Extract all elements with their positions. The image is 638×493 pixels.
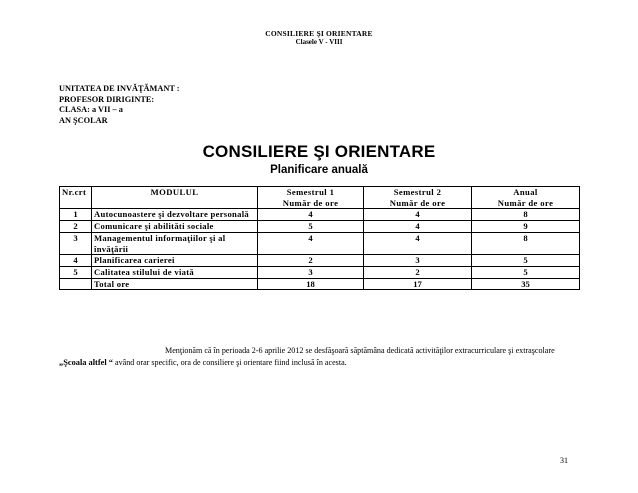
col-header-anual-title: Anual bbox=[513, 187, 538, 197]
planning-table bbox=[59, 186, 580, 290]
total-label: Total ore bbox=[92, 278, 258, 290]
meta-clasa: CLASA: a VII – a bbox=[59, 105, 123, 115]
row-modul: Comunicare şi abilităti sociale bbox=[92, 221, 258, 233]
page-title: CONSILIERE ŞI ORIENTARE bbox=[202, 142, 436, 161]
col-header-anual bbox=[472, 187, 580, 209]
row-anual: 8 bbox=[472, 209, 580, 221]
row-nr: 1 bbox=[60, 209, 92, 221]
row-sem2: 4 bbox=[364, 221, 472, 233]
row-anual: 5 bbox=[472, 266, 580, 278]
meta-unitatea: UNITATEA DE INVĂŢĂMANT : bbox=[59, 84, 180, 93]
col-header-sem1-title: Semestrul 1 bbox=[286, 187, 335, 197]
table-row bbox=[60, 255, 580, 267]
row-anual: 9 bbox=[472, 221, 580, 233]
table-row bbox=[60, 232, 580, 254]
total-nr bbox=[60, 278, 92, 290]
row-sem1: 3 bbox=[258, 266, 364, 278]
col-header-sem1-unit: Număr de ore bbox=[282, 197, 339, 208]
table-total-row bbox=[60, 278, 580, 290]
row-modul: Calitatea stilului de viată bbox=[92, 266, 258, 278]
meta-profesor: PROFESOR DIRIGINTE: bbox=[59, 94, 155, 104]
table-row bbox=[60, 221, 580, 233]
row-nr: 2 bbox=[60, 221, 92, 233]
table-header-row bbox=[60, 187, 580, 209]
header-subtitle: Clasele V - VIII bbox=[295, 38, 343, 46]
row-nr: 3 bbox=[60, 232, 92, 254]
total-anual: 35 bbox=[472, 278, 580, 290]
row-sem2: 4 bbox=[364, 209, 472, 221]
meta-an-scolar: AN ŞCOLAR bbox=[59, 115, 108, 125]
footnote-bold: „Şcoala altfel “ bbox=[59, 357, 113, 367]
col-header-sem1 bbox=[258, 187, 364, 209]
col-header-sem2 bbox=[364, 187, 472, 209]
row-sem1: 2 bbox=[258, 255, 364, 267]
table-row bbox=[60, 266, 580, 278]
total-sem2: 17 bbox=[364, 278, 472, 290]
row-sem2: 3 bbox=[364, 255, 472, 267]
row-modul: Managementul informaţiilor şi al învăţării bbox=[92, 232, 258, 254]
header-title: CONSILIERE ŞI ORIENTARE bbox=[265, 29, 373, 38]
row-modul: Autocunoastere şi dezvoltare personală bbox=[92, 209, 258, 221]
row-modul: Planificarea carierei bbox=[92, 255, 258, 267]
document-meta bbox=[59, 84, 180, 126]
row-nr: 5 bbox=[60, 266, 92, 278]
col-header-nr: Nr.crt bbox=[60, 187, 92, 209]
row-anual: 5 bbox=[472, 255, 580, 267]
col-header-sem2-unit: Număr de ore bbox=[389, 197, 446, 208]
row-sem1: 5 bbox=[258, 221, 364, 233]
row-sem2: 2 bbox=[364, 266, 472, 278]
table-row bbox=[60, 209, 580, 221]
row-sem1: 4 bbox=[258, 232, 364, 254]
footnote-text-end: având orar specific, ora de consiliere şi orientare fiind inclusă în acesta. bbox=[112, 357, 347, 367]
col-header-anual-unit: Număr de ore bbox=[497, 197, 554, 208]
footnote-text-start: Menţionăm că în perioada 2-6 aprilie 2012 se desfăşoară săptămâna dedicată activităţilor extracurriculare şi extraşcolare bbox=[165, 346, 555, 355]
row-sem1: 4 bbox=[258, 209, 364, 221]
footnote bbox=[59, 345, 573, 369]
col-header-modul: MODULUL bbox=[92, 187, 258, 209]
row-sem2: 4 bbox=[364, 232, 472, 254]
row-anual: 8 bbox=[472, 232, 580, 254]
page-subtitle: Planificare anuală bbox=[270, 164, 368, 176]
col-header-sem2-title: Semestrul 2 bbox=[393, 187, 442, 197]
row-nr: 4 bbox=[60, 255, 92, 267]
page-number: 31 bbox=[560, 456, 568, 465]
total-sem1: 18 bbox=[258, 278, 364, 290]
